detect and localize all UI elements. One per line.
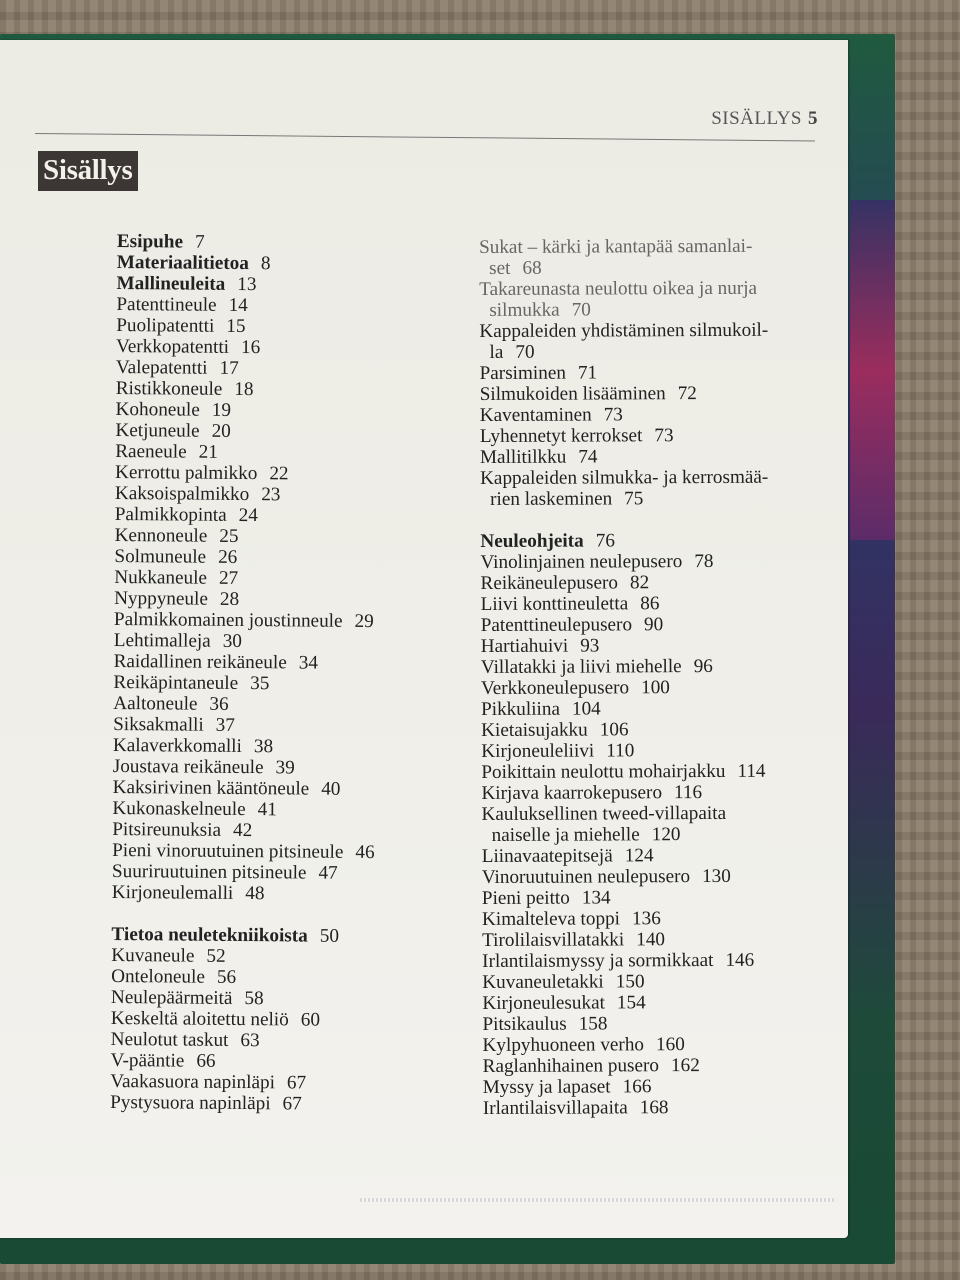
toc-entry: [117, 252, 457, 276]
toc-entry: [114, 630, 454, 654]
toc-entry-page: 70: [515, 341, 535, 363]
toc-entry-page: 52: [206, 945, 226, 967]
toc-entry-page: 166: [622, 1076, 652, 1098]
toc-entry: [480, 530, 820, 552]
toc-entry-page: 26: [218, 546, 238, 568]
toc-entry-title: Verkkoneulepusero: [480, 677, 630, 699]
toc-entry-title: Nyppyneule: [114, 587, 208, 610]
toc-entry-page: 21: [198, 441, 218, 463]
toc-entry-page: 50: [319, 925, 340, 947]
toc-entry-title: Raeneule: [115, 440, 187, 463]
toc-entry-page: 27: [218, 567, 239, 589]
toc-entry: [481, 614, 821, 636]
toc-entry-title: Pitsikaulus: [482, 1013, 567, 1035]
toc-entry-title: Kimalteleva toppi: [481, 908, 621, 930]
toc-entry: [482, 866, 822, 888]
toc-entry: [482, 992, 822, 1014]
toc-entry: [479, 236, 819, 279]
toc-entry: [115, 525, 455, 549]
toc-entry-title: Villatakki ja liivi miehelle: [480, 656, 682, 678]
toc-entry-title: Nukkaneule: [114, 566, 208, 589]
toc-entry-page: 25: [219, 525, 239, 547]
toc-entry: [115, 483, 455, 507]
toc-entry-page: 28: [219, 588, 240, 610]
toc-entry: [110, 1050, 450, 1074]
toc-entry-page: 58: [244, 988, 264, 1010]
toc-entry-page: 67: [286, 1072, 307, 1094]
toc-entry-page: 73: [603, 404, 623, 426]
toc-entry: [116, 357, 456, 381]
toc-entry: [480, 446, 820, 468]
toc-entry-title: Irlantilaisvillapaita: [482, 1097, 628, 1119]
toc-entry: [483, 1076, 823, 1098]
toc-entry-page: 154: [616, 992, 646, 1014]
toc-entry-title: Pieni vinoruutuinen pitsineule: [112, 839, 344, 863]
toc-entry-title-continued-text: silmukka: [489, 299, 560, 321]
toc-left-column: [110, 231, 457, 1116]
toc-entry-page: 16: [240, 336, 261, 359]
toc-entry-page: 82: [629, 572, 650, 594]
toc-entry: [113, 714, 453, 738]
toc-entry-title: Kaventaminen: [479, 404, 592, 426]
toc-entry-title-continued-text: rien laskeminen: [490, 488, 613, 510]
toc-entry-page: 146: [725, 949, 755, 971]
toc-entry-title: Siksakmalli: [113, 713, 204, 736]
toc-entry-title: Ristikkoneule: [115, 377, 223, 400]
toc-entry-title: Keskeltä aloitettu neliö: [110, 1007, 289, 1031]
toc-entry-page: 36: [209, 693, 229, 715]
toc-entry: [481, 803, 821, 846]
toc-entry-page: 140: [636, 929, 666, 951]
toc-entry-title: Mallitilkku: [479, 446, 567, 468]
toc-entry-page: 130: [702, 865, 731, 888]
toc-entry-title: Neulotut taskut: [110, 1028, 229, 1051]
toc-entry: [113, 672, 453, 696]
toc-entry-title: Pieni peitto: [481, 887, 570, 909]
toc-entry-page: 93: [580, 635, 600, 657]
page-title: Sisällys: [38, 151, 138, 191]
toc-entry: [117, 231, 457, 255]
toc-entry-title: Kylpyhuoneen verho: [482, 1034, 645, 1056]
toc-entry-title-continued-text: naiselle ja miehelle: [491, 824, 640, 846]
toc-entry: [483, 1097, 823, 1119]
toc-entry: [114, 567, 454, 591]
toc-right-column: [479, 236, 823, 1119]
toc-entry: [482, 845, 822, 867]
toc-entry-page: 60: [300, 1009, 321, 1031]
toc-entry: [113, 693, 453, 717]
toc-entry-page: 13: [237, 273, 257, 296]
toc-entry-page: 71: [577, 362, 598, 384]
toc-entry-page: 8: [260, 253, 271, 275]
toc-entry-title: Raglanhihainen pusero: [482, 1055, 660, 1077]
toc-entry: [115, 462, 455, 486]
toc-entry-page: 100: [641, 677, 670, 699]
toc-entry-title: Ketjuneule: [115, 419, 200, 442]
running-header-title: SISÄLLYS: [711, 108, 802, 129]
toc-entry-page: 46: [355, 841, 375, 864]
toc-entry: [114, 546, 454, 570]
toc-entry-page: 106: [599, 719, 629, 741]
toc-entry: [111, 945, 451, 969]
toc-entry-page: 48: [245, 883, 265, 905]
toc-entry-title: Patenttineulepusero: [480, 614, 633, 636]
toc-entry: [111, 1008, 451, 1032]
toc-entry: [116, 378, 456, 402]
toc-entry-page: 116: [673, 782, 703, 804]
toc-entry: [482, 887, 822, 909]
toc-entry: [112, 798, 452, 822]
toc-entry-page: 15: [226, 315, 246, 338]
toc-entry-title: Tirolilaisvillatakki: [482, 929, 625, 951]
toc-entry: [116, 399, 456, 423]
toc-entry-page: 38: [253, 736, 274, 758]
toc-entry-page: 124: [624, 845, 654, 867]
toc-entry-title: Reikäneulepusero: [480, 572, 619, 594]
toc-entry-page: 22: [269, 463, 289, 485]
toc-entry-title: Materiaalitietoa: [116, 251, 249, 275]
toc-entry-page: 73: [654, 425, 674, 447]
header-rule: [35, 133, 815, 141]
toc-entry: [112, 882, 452, 906]
toc-entry-title: Solmuneule: [114, 545, 207, 568]
toc-entry-title: Liivi konttineuletta: [480, 593, 629, 615]
toc-entry-title: Kirjava kaarrokepusero: [481, 782, 663, 804]
toc-entry-title: Pitsireunuksia: [112, 818, 222, 841]
toc-entry-title: Valepatentti: [115, 356, 208, 379]
toc-entry-page: 42: [232, 819, 253, 842]
page-edge: [360, 1198, 835, 1202]
toc-entry-title: Vinolinjainen neulepusero: [480, 551, 683, 573]
toc-entry-page: 74: [578, 446, 598, 468]
toc-entry-page: 14: [228, 294, 248, 317]
toc-entry-page: 68: [522, 257, 542, 279]
toc-entry-page: 66: [196, 1050, 216, 1072]
toc-entry-title-continued-text: la: [489, 341, 504, 363]
toc-entry-page: 35: [250, 673, 270, 695]
toc-entry-page: 162: [670, 1055, 700, 1077]
toc-entry-title: Vaakasuora napinläpi: [110, 1070, 276, 1094]
toc-entry-page: 136: [631, 908, 661, 930]
toc-entry: [114, 588, 454, 612]
toc-entry-page: 168: [639, 1097, 669, 1119]
toc-entry-page: 29: [354, 610, 374, 633]
toc-entry: [111, 966, 451, 990]
toc-entry-title: Lyhennetyt kerrokset: [479, 425, 643, 447]
toc-entry: [114, 609, 454, 633]
toc-entry-page: 24: [238, 504, 258, 527]
toc-entry-page: 40: [321, 778, 341, 800]
toc-entry: [481, 740, 821, 762]
toc-entry-page: 90: [643, 614, 664, 636]
toc-entry-title: Hartiahuivi: [480, 635, 569, 657]
toc-entry-page: 104: [571, 698, 601, 720]
toc-entry: [115, 441, 455, 465]
toc-entry-title: Kalaverkkomalli: [112, 734, 242, 757]
toc-entry-page: 75: [624, 488, 644, 510]
toc-entry-title: Patenttineule: [116, 293, 217, 316]
toc-entry-page: 56: [216, 966, 237, 988]
toc-entry-title: Takareunasta neulottu oikea ja nurja: [479, 277, 758, 300]
toc-entry-page: 7: [194, 231, 205, 253]
toc-entry-title: Kietaisujakku: [481, 719, 588, 741]
toc-entry: [111, 987, 451, 1011]
toc-entry: [113, 777, 453, 801]
toc-entry: [482, 971, 822, 993]
toc-entry: [112, 819, 452, 843]
page-number: 5: [808, 108, 818, 129]
running-header: [711, 108, 818, 130]
toc-entry-title: Kappaleiden silmukka- ja kerrosmää-: [480, 466, 769, 489]
toc-entry-page: 76: [595, 530, 615, 552]
toc-entry: [480, 362, 820, 384]
toc-entry: [482, 1034, 822, 1056]
toc-entry: [482, 950, 822, 972]
toc-entry: [111, 1029, 451, 1053]
toc-entry: [483, 1055, 823, 1077]
toc-entry-page: 17: [219, 357, 239, 379]
toc-entry-page: 150: [615, 971, 645, 993]
toc-entry: [482, 908, 822, 930]
book-page: [0, 40, 848, 1238]
toc-entry-page: 47: [318, 862, 338, 884]
toc-entry: [480, 572, 820, 594]
toc-entry-title: Silmukoiden lisääminen: [479, 383, 666, 405]
toc-entry-title: Lehtimalleja: [113, 629, 211, 652]
toc-entry: [112, 861, 452, 885]
toc-entry: [482, 929, 822, 951]
toc-entry-title: Onteloneule: [111, 965, 206, 988]
toc-entry-page: 160: [655, 1034, 685, 1056]
toc-entry-page: 19: [211, 399, 232, 421]
toc-entry: [479, 320, 819, 363]
toc-entry: [481, 677, 821, 699]
toc-entry-title-continued: [479, 341, 819, 363]
toc-entry-title: Kerrottu palmikko: [115, 461, 258, 485]
toc-entry: [481, 719, 821, 741]
toc-entry-title: Kuvaneuletakki: [482, 971, 604, 993]
toc-entry: [117, 273, 457, 297]
toc-entry-title-continued: [479, 257, 819, 279]
toc-entry-title: Kirjoneulemalli: [111, 881, 234, 904]
toc-entry-title: Myssy ja lapaset: [482, 1076, 611, 1098]
toc-entry-page: 30: [222, 630, 243, 652]
toc-entry-page: 86: [640, 593, 660, 615]
toc-entry-page: 78: [694, 550, 714, 573]
toc-entry: [116, 336, 456, 360]
toc-entry: [481, 593, 821, 615]
toc-entry-title: Kappaleiden yhdistäminen silmukoil-: [479, 319, 769, 342]
toc-entry-page: 72: [677, 383, 697, 405]
toc-entry-title: Kennoneule: [114, 524, 208, 547]
toc-entry: [113, 756, 453, 780]
toc-entry-title: Reikäpintaneule: [113, 671, 239, 694]
toc-entry: [481, 656, 821, 678]
toc-entry-page: 18: [234, 378, 254, 401]
toc-entry: [481, 698, 821, 720]
toc-entry-title: Pikkuliina: [481, 698, 560, 720]
toc-entry-title: Puolipatentti: [116, 314, 215, 337]
toc-entry: [480, 404, 820, 426]
toc-entry-page: 134: [581, 887, 611, 909]
toc-entry-title: Palmikkopinta: [114, 503, 227, 526]
toc-entry-title: Kaksirivinen kääntöneule: [112, 776, 310, 800]
toc-entry-page: 96: [693, 655, 713, 678]
toc-entry-title: Neulepäärmeitä: [110, 986, 233, 1009]
toc-entry: [115, 504, 455, 528]
toc-entry-page: 67: [282, 1093, 302, 1115]
toc-entry-title: Parsiminen: [479, 362, 566, 384]
toc-entry: [481, 782, 821, 804]
toc-entry-title: Tietoa neuletekniikoista: [111, 923, 308, 947]
toc-entry-title: Irlantilaismyssy ja sormikkaat: [482, 949, 714, 972]
toc-entry-title: Mallineuleita: [116, 272, 226, 295]
toc-entry-title: Kauluksellinen tweed-villapaita: [481, 802, 727, 825]
toc-entry-title: Kaksoispalmikko: [114, 482, 250, 506]
toc-entry-title: Sukat – kärki ja kantapää samanlai-: [479, 235, 753, 258]
toc-entry-title: Verkkopatentti: [116, 335, 230, 358]
toc-entry-page: 34: [298, 652, 319, 674]
toc-entry: [480, 467, 820, 510]
toc-entry: [110, 1071, 450, 1095]
toc-entry: [480, 383, 820, 405]
cover-edge-decoration: [850, 200, 895, 540]
toc-entry: [113, 735, 453, 759]
toc-entry-page: 41: [257, 799, 277, 821]
toc-entry: [480, 425, 820, 447]
toc-entry-title: Joustava reikäneule: [112, 755, 264, 779]
toc-entry-title: V-pääntie: [110, 1049, 185, 1072]
toc-entry-title: Liinavaatepitsejä: [481, 845, 613, 867]
toc-entry: [116, 315, 456, 339]
toc-entry-title: Kirjoneuleliivi: [481, 740, 595, 762]
toc-entry-title: Esipuhe: [116, 231, 184, 253]
toc-entry-title: Kukonaskelneule: [112, 797, 246, 821]
toc-entry-page: 39: [275, 757, 295, 779]
toc-entry-page: 23: [261, 484, 281, 506]
toc-entry-title: Palmikkomainen joustinneule: [113, 608, 343, 632]
toc-entry-title: Raidallinen reikäneule: [113, 650, 287, 674]
toc-entry-page: 70: [571, 299, 591, 321]
toc-entry-title: Poikittain neulottu mohairjakku: [481, 760, 726, 783]
toc-entry-page: 120: [651, 824, 681, 846]
toc-entry-title: Kuvaneule: [111, 944, 195, 967]
toc-entry: [110, 1092, 450, 1116]
toc-entry-title-continued-text: set: [489, 257, 511, 279]
toc-entry: [114, 651, 454, 675]
toc-entry-page: 114: [737, 760, 766, 782]
toc-entry-title-continued: [479, 299, 819, 321]
toc-entry-title: Aaltoneule: [113, 692, 198, 715]
toc-entry-title: Suuriruutuinen pitsineule: [111, 860, 307, 884]
toc-entry-title-continued: [482, 824, 822, 846]
toc-entry-title-continued: [480, 488, 820, 510]
toc-entry: [116, 294, 456, 318]
toc-entry-page: 110: [606, 740, 635, 762]
toc-entry: [481, 761, 821, 783]
toc-entry-page: 158: [578, 1013, 608, 1035]
toc-entry: [481, 635, 821, 657]
toc-entry: [112, 840, 452, 864]
toc-entry: [479, 278, 819, 321]
toc-entry-title: Vinoruutuinen neulepusero: [481, 866, 691, 888]
toc-entry-page: 20: [211, 420, 231, 442]
toc-entry: [482, 1013, 822, 1035]
toc-entry-page: 37: [215, 714, 235, 736]
toc-entry-title: Pystysuora napinläpi: [110, 1091, 271, 1115]
toc-entry-title: Kirjoneulesukat: [482, 992, 605, 1014]
toc-entry: [111, 924, 451, 948]
toc-entry: [480, 551, 820, 573]
toc-entry-page: 63: [240, 1029, 260, 1052]
toc-entry-title: Kohoneule: [115, 398, 200, 421]
toc-entry-title: Neuleohjeita: [480, 530, 584, 552]
toc-entry: [115, 420, 455, 444]
